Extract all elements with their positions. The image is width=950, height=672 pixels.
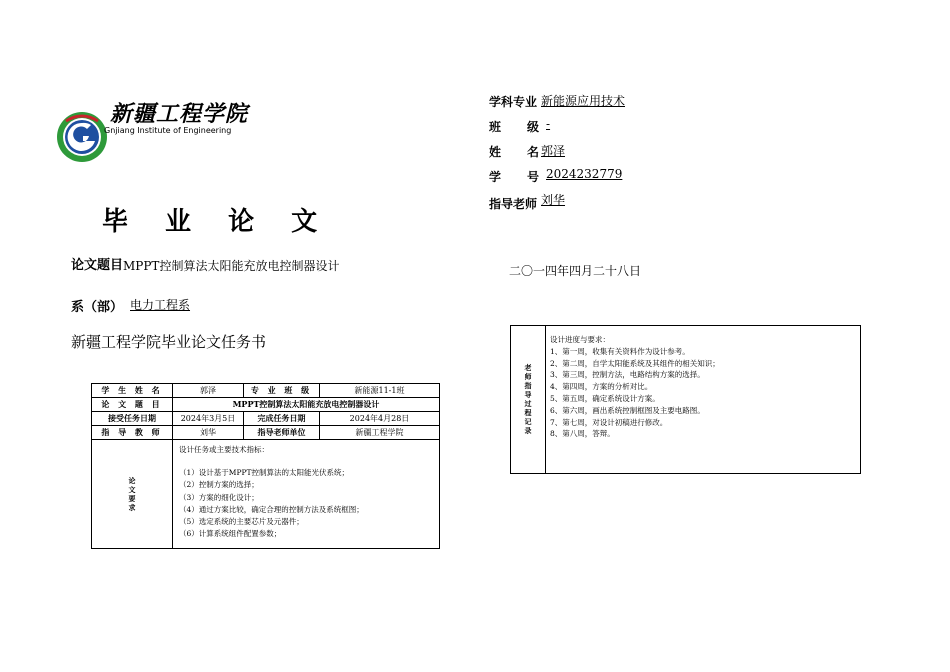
list-item: 2、第二周，自学太阳能系统及其组件的相关知识；: [550, 358, 720, 368]
class-label-1: 班: [489, 120, 502, 134]
table-row: [92, 412, 440, 426]
advisor-value: 刘华: [173, 426, 244, 440]
name-label-1: 姓: [489, 145, 502, 159]
table-row: [92, 398, 440, 412]
end-date-value: 2024年4月28日: [320, 412, 440, 426]
list-item: （4）通过方案比较，确定合理的控制方法及系统框图；: [179, 504, 364, 514]
class-label-2: 级: [527, 120, 540, 134]
id-value: 2024232779: [546, 167, 623, 181]
advisor-label: 指导老师: [489, 197, 538, 211]
student-name-label: 学 生 姓 名: [92, 384, 173, 398]
list-item: 6、第六周，画出系统控制框图及主要电路图。: [550, 405, 705, 415]
list-item: 7、第七周，对设计初稿进行修改。: [550, 417, 668, 427]
list-item: （5）选定系统的主要芯片及元器件；: [179, 517, 304, 527]
thesis-title-value: MPPT控制算法太阳能充放电控制器设计: [123, 259, 340, 273]
advisor-unit-label: 指导老师单位: [244, 426, 320, 440]
list-item: （3）方案的细化设计；: [179, 492, 259, 502]
school-emblem-icon: [56, 111, 108, 163]
list-item: （1）设计基于MPPT控制算法的太阳能光伏系统；: [179, 468, 350, 478]
school-name-logo: 新疆工程学院: [110, 101, 249, 127]
list-item: （2）控制方案的选择；: [179, 480, 259, 490]
list-item: 3、第三周，控制方法，电路结构方案的选择。: [550, 370, 705, 380]
thesis-title-label: 论 文 题 目: [92, 398, 173, 412]
table-row: [92, 426, 440, 440]
thesis-title-value: MPPT控制算法太阳能充放电控制器设计: [173, 398, 440, 412]
advisor-value: 刘华: [541, 193, 566, 207]
requirements-side-label: 论文要求: [92, 440, 173, 549]
list-item: 8、第八周，答辩。: [550, 429, 615, 439]
table-row: [511, 326, 861, 474]
end-date-label: 完成任务日期: [244, 412, 320, 426]
school-english-name: Gnjiang Institute of Engineering: [104, 126, 232, 135]
table-row: [92, 440, 440, 549]
date-line: 二〇一四年四月二十八日: [509, 264, 642, 278]
thesis-title-label: 论文题目: [71, 258, 124, 273]
table-row: [92, 384, 440, 398]
list-item: （6）计算系统组件配置参数；: [179, 529, 282, 539]
list-item: 1、第一周，收集有关资料作为设计参考。: [550, 346, 690, 356]
major-label: 学科专业: [489, 95, 538, 109]
progress-intro: 设计进度与要求：: [550, 335, 610, 344]
advisor-unit-value: 新疆工程学院: [320, 426, 440, 440]
task-table: [91, 383, 440, 549]
major-value: 新能源应用技术: [541, 94, 626, 108]
class-label: 专 业 班 级: [244, 384, 320, 398]
start-date-value: 2024年3月5日: [173, 412, 244, 426]
start-date-label: 接受任务日期: [92, 412, 173, 426]
list-item: 4、第四周，方案的分析对比。: [550, 382, 653, 392]
dept-value: 电力工程系: [130, 298, 191, 312]
name-value: 郭泽: [541, 144, 566, 158]
id-label-2: 号: [527, 170, 540, 184]
class-value: 新能源11-1班: [320, 384, 440, 398]
progress-table: [510, 325, 861, 474]
requirements-intro: 设计任务或主要技术指标：: [179, 445, 269, 454]
page-title: 毕 业 论 文: [102, 207, 332, 237]
task-book-title: 新疆工程学院毕业论文任务书: [71, 333, 267, 351]
class-value: -: [546, 117, 551, 131]
requirements-body: [173, 440, 440, 549]
progress-side-label: 老师指导过程记录: [511, 326, 546, 474]
dept-label: 系（部）: [71, 300, 124, 315]
advisor-label: 指 导 教 师: [92, 426, 173, 440]
progress-body: [546, 326, 861, 474]
list-item: 5、第五周，确定系统设计方案。: [550, 393, 660, 403]
id-label-1: 学: [489, 170, 502, 184]
student-name-value: 郭泽: [173, 384, 244, 398]
name-label-2: 名: [527, 145, 540, 159]
